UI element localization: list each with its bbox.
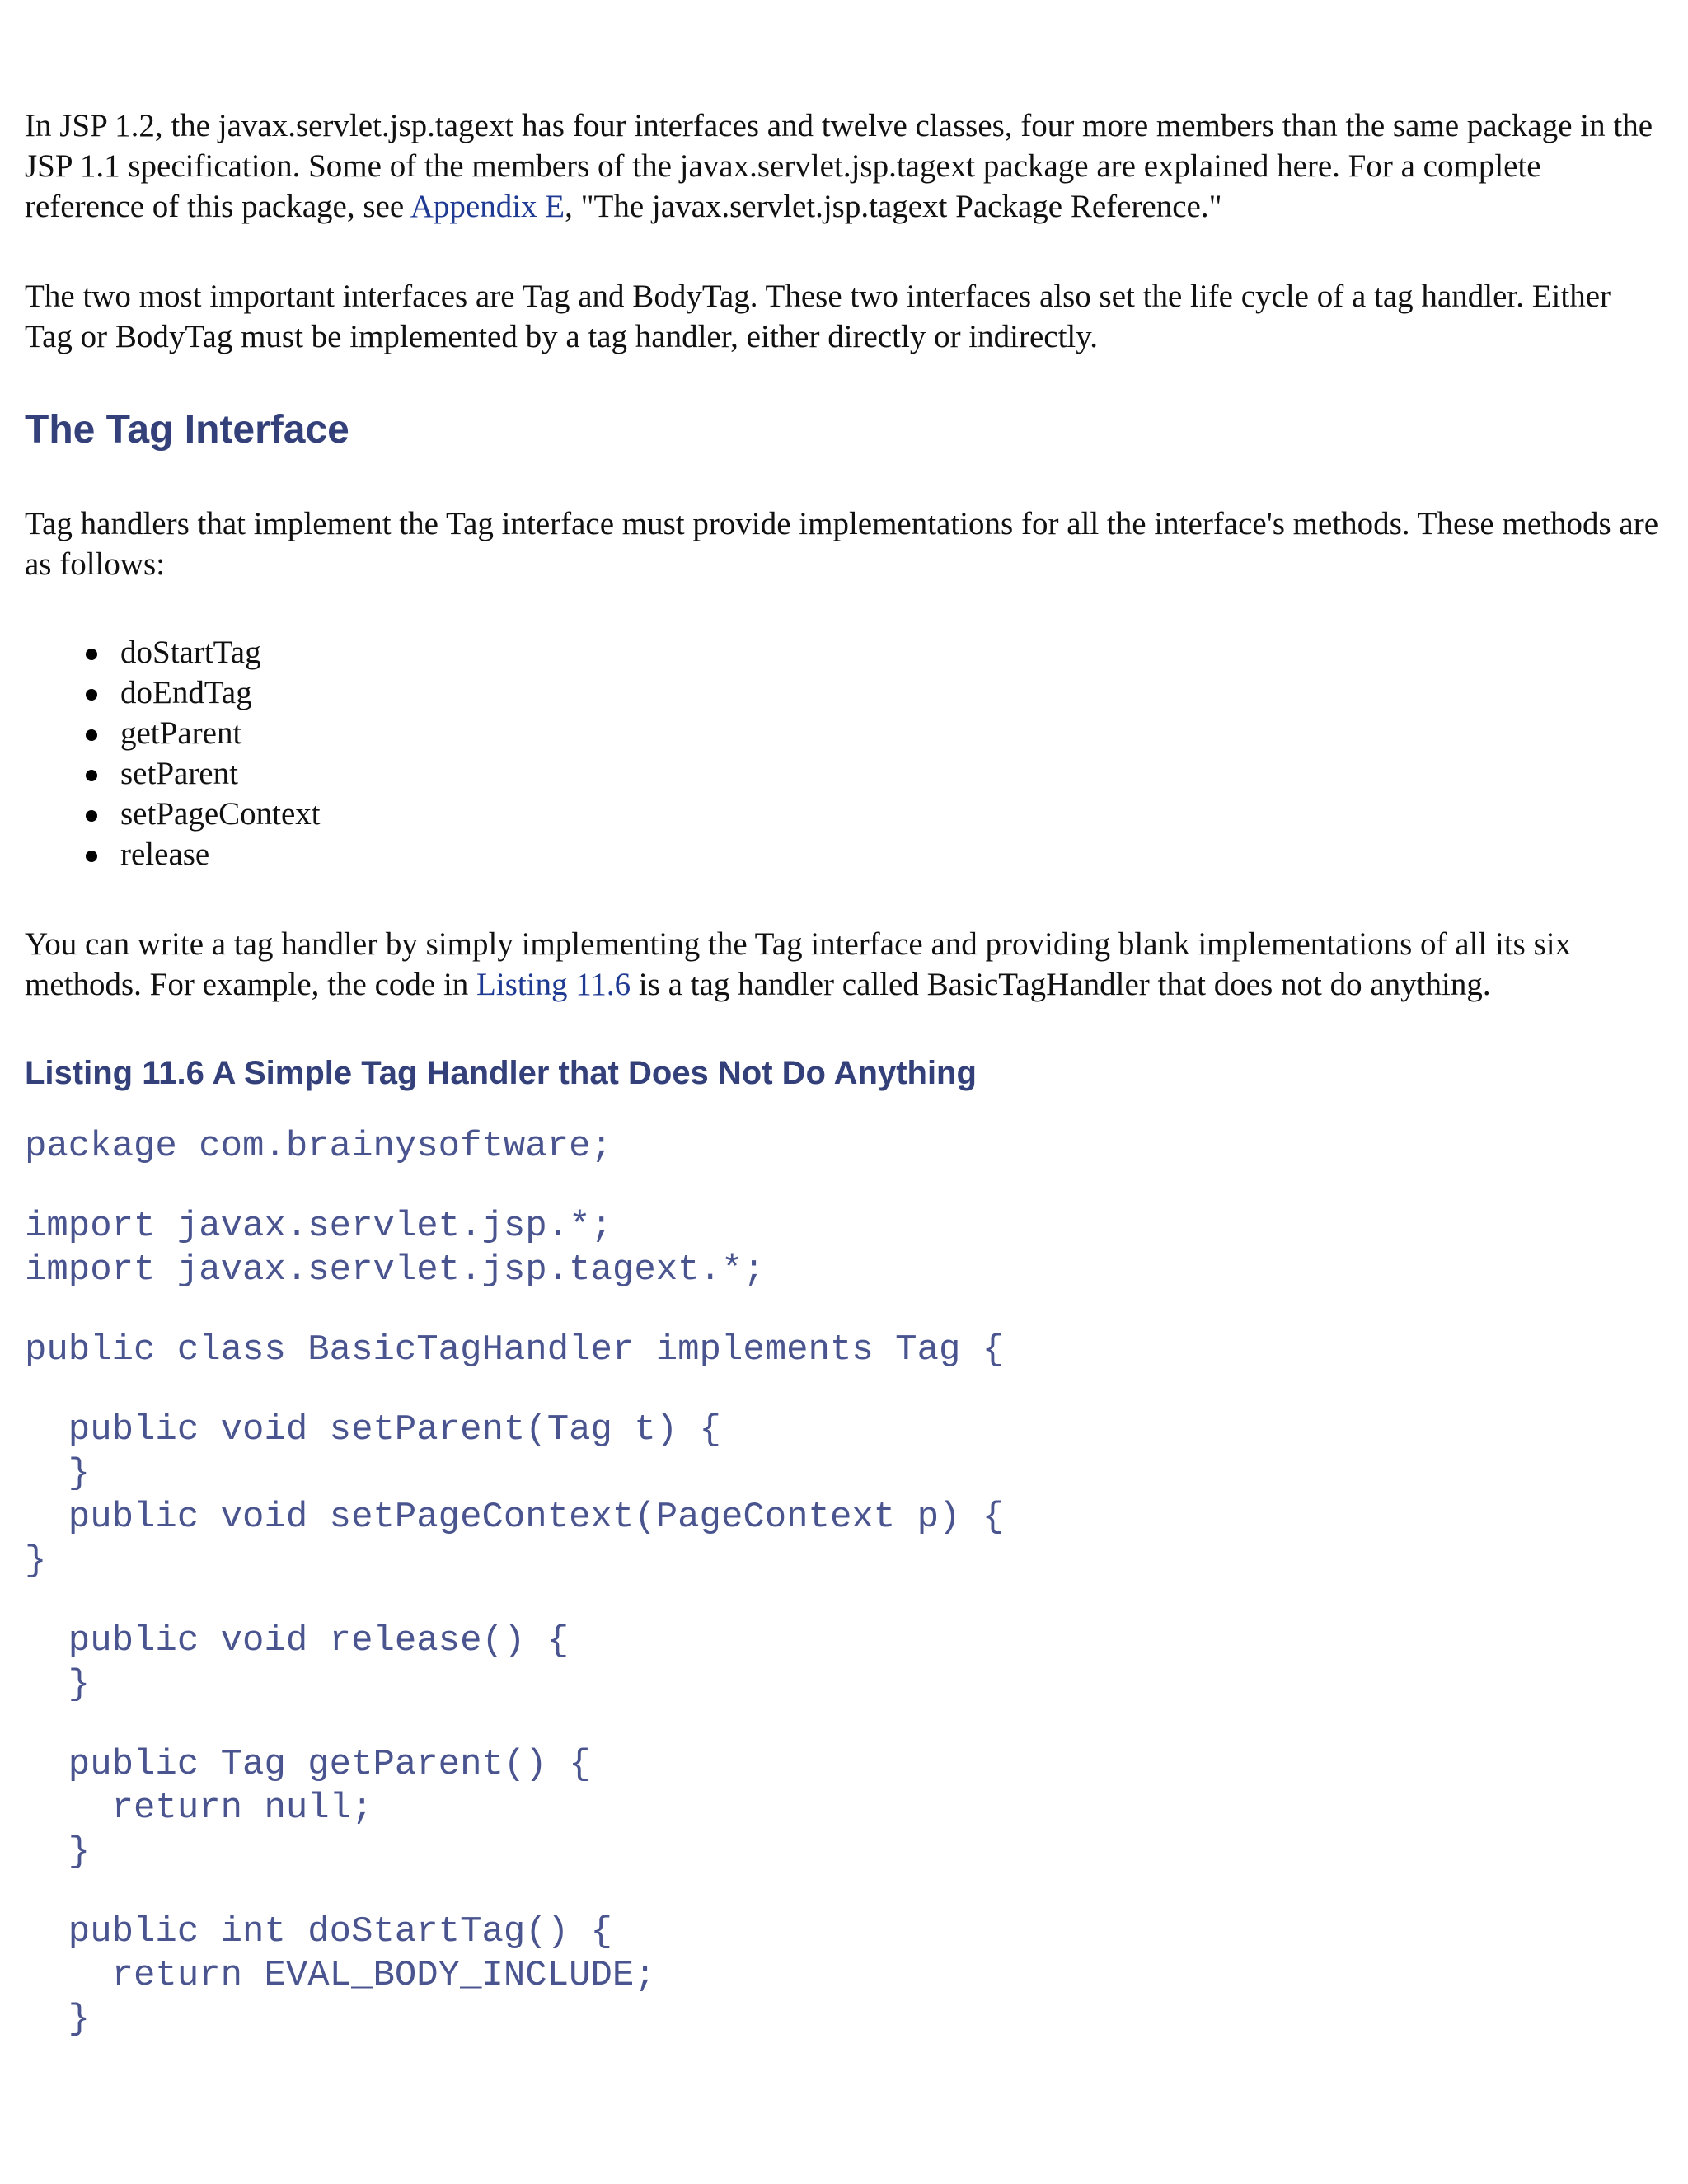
- code-setters: public void setParent(Tag t) { } public void setPageContext(PageContext p) { }: [25, 1409, 1005, 1582]
- list-item: [25, 713, 1665, 753]
- list-item: [25, 753, 1665, 794]
- list-item-label: setPageContext: [120, 796, 321, 832]
- list-item-label: getParent: [120, 715, 242, 751]
- bullet-icon: [86, 689, 97, 701]
- appendix-e-link[interactable]: Appendix E: [410, 189, 565, 224]
- listing-title: Listing 11.6 A Simple Tag Handler that Does Not Do Anything: [25, 1055, 977, 1091]
- section-heading: The Tag Interface: [25, 408, 349, 452]
- code-imports: import javax.servlet.jsp.*; import javax.servlet.jsp.tagext.*;: [25, 1206, 765, 1291]
- list-item-label: release: [120, 837, 210, 872]
- list-item: [25, 794, 1665, 834]
- list-item: [25, 834, 1665, 874]
- bullet-icon: [86, 770, 97, 781]
- list-item-label: setParent: [120, 756, 238, 791]
- list-item: [25, 632, 1665, 673]
- example-text: You can write a tag handler by simply implementing the Tag interface and providing blank implementations of all its six methods. For example, the code in: [25, 926, 1572, 1002]
- code-release: public void release() { }: [68, 1620, 570, 1705]
- code-do-start-tag: public int doStartTag() { return EVAL_BODY_INCLUDE; }: [68, 1911, 656, 2040]
- list-item-label: doEndTag: [120, 675, 252, 710]
- code-class-declaration: public class BasicTagHandler implements Tag {: [25, 1329, 1005, 1371]
- intro-paragraph: [25, 105, 1665, 227]
- intro-text-tail: , "The javax.servlet.jsp.tagext Package Reference.": [565, 189, 1222, 224]
- listing-link[interactable]: Listing 11.6: [476, 967, 631, 1002]
- tag-interface-paragraph: Tag handlers that implement the Tag interface must provide implementations for all the interface's methods. These methods are as follows:: [25, 506, 1659, 582]
- bullet-icon: [86, 649, 97, 660]
- list-item: [25, 673, 1665, 713]
- bullet-icon: [86, 851, 97, 862]
- example-paragraph: [25, 924, 1665, 1005]
- document-page: [25, 105, 1665, 2041]
- code-package: package com.brainysoftware;: [25, 1126, 612, 1167]
- code-get-parent: public Tag getParent() { return null; }: [68, 1744, 591, 1872]
- bullet-icon: [86, 810, 97, 822]
- intro-text: In JSP 1.2, the javax.servlet.jsp.tagext has four interfaces and twelve classes, four more members than the same package in the JSP 1.1 specification. Some of the members of the javax.servlet.jsp.tagext package are explained here. For a complete reference of this package, see: [25, 108, 1653, 224]
- interfaces-paragraph: The two most important interfaces are Tag and BodyTag. These two interfaces also set the life cycle of a tag handler. Either Tag or BodyTag must be implemented by a tag handler, either directly or indirectly.: [25, 279, 1611, 354]
- bullet-icon: [86, 729, 97, 741]
- methods-list: [25, 632, 1665, 874]
- list-item-label: doStartTag: [120, 635, 261, 670]
- example-text-tail: is a tag handler called BasicTagHandler that does not do anything.: [631, 967, 1491, 1002]
